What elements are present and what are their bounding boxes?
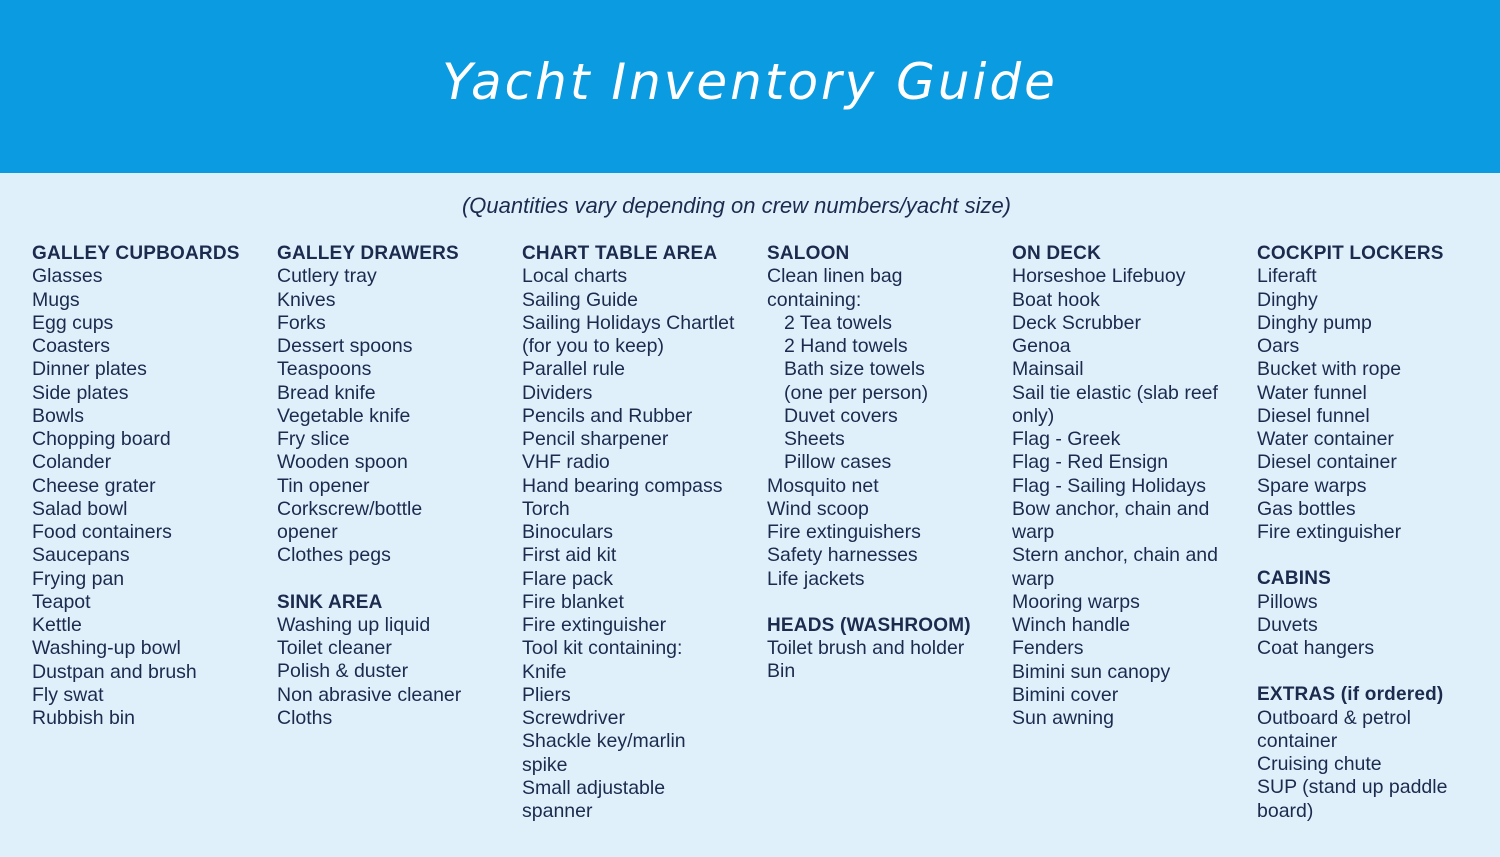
list-item: Dustpan and brush: [32, 660, 197, 683]
list-item: Teaspoons: [277, 358, 372, 381]
list-item: First aid kit: [522, 544, 617, 567]
list-item: Sailing Guide: [522, 288, 638, 311]
list-item: Sail tie elastic (slab reef: [1012, 381, 1218, 404]
list-item: Dinghy: [1257, 288, 1318, 311]
list-item: Fire blanket: [522, 590, 624, 613]
list-item: Duvet covers: [784, 404, 898, 427]
list-item: warp: [1012, 567, 1055, 590]
list-item: Cloths: [277, 706, 333, 729]
list-item: Screwdriver: [522, 707, 625, 729]
list-item: Knife: [522, 660, 567, 683]
section-heading: CHART TABLE AREA: [522, 243, 718, 264]
list-item: Wind scoop: [767, 497, 869, 520]
list-item: Gas bottles: [1257, 497, 1356, 520]
list-item: Hand bearing compass: [522, 474, 723, 497]
list-item: Dividers: [522, 381, 593, 404]
list-item: Bucket with rope: [1257, 358, 1402, 381]
list-item: (one per person): [784, 381, 929, 404]
list-item: Flag - Sailing Holidays: [1012, 474, 1207, 497]
list-item: Forks: [277, 311, 326, 334]
list-item: Wooden spoon: [277, 451, 408, 474]
list-item: Kettle: [32, 614, 82, 636]
list-item: Toilet brush and holder: [767, 637, 965, 659]
section-heading: COCKPIT LOCKERS: [1257, 243, 1444, 264]
list-item: Glasses: [32, 265, 103, 288]
list-item: Food containers: [32, 521, 172, 543]
column-3: [522, 242, 762, 846]
list-item: Pencils and Rubber: [522, 404, 693, 427]
list-item: board): [1257, 799, 1314, 822]
list-item: Outboard & petrol: [1257, 706, 1411, 729]
section-heading: ON DECK: [1012, 243, 1102, 264]
item-list: [277, 614, 517, 730]
inventory-section: [277, 242, 517, 568]
list-item: Sailing Holidays Chartlet: [522, 311, 735, 334]
list-item: Genoa: [1012, 335, 1071, 357]
list-item: Clothes pegs: [277, 544, 391, 567]
page-subtitle: (Quantities vary depending on crew numbers/yacht size): [461, 193, 1012, 218]
list-item: Spare warps: [1257, 474, 1367, 497]
section-heading: GALLEY CUPBOARDS: [32, 243, 240, 264]
list-item: Cutlery tray: [277, 265, 377, 288]
inventory-section: [522, 242, 762, 823]
list-item: Fire extinguisher: [522, 614, 667, 636]
list-item: Frying pan: [32, 567, 125, 590]
list-item: Flare pack: [522, 567, 614, 590]
list-item: Duvets: [1257, 613, 1318, 636]
list-item: Corkscrew/bottle: [277, 497, 423, 520]
list-item: Fire extinguisher: [1257, 521, 1402, 543]
list-item: Bin: [767, 660, 796, 683]
list-item: Oars: [1257, 335, 1300, 357]
list-item: Fenders: [1012, 637, 1084, 660]
list-item: opener: [277, 521, 338, 543]
list-item: Cruising chute: [1257, 753, 1382, 775]
inventory-section: [767, 242, 1007, 591]
list-item: Mainsail: [1012, 358, 1084, 381]
list-item: Teapot: [32, 590, 91, 613]
list-item: Polish & duster: [277, 660, 409, 683]
item-list: [1257, 707, 1497, 823]
list-item: Liferaft: [1257, 265, 1317, 288]
section-heading: SINK AREA: [277, 591, 383, 613]
list-item: Sun awning: [1012, 707, 1114, 729]
item-list: [767, 265, 1007, 591]
inventory-section: [32, 242, 272, 730]
list-item: Pillow cases: [784, 451, 892, 474]
inventory-section: [277, 591, 517, 731]
list-item: Flag - Red Ensign: [1012, 451, 1169, 474]
list-item: only): [1012, 404, 1055, 427]
list-item: Torch: [522, 497, 570, 520]
list-item: Tin opener: [277, 474, 370, 497]
list-item: Egg cups: [32, 311, 114, 334]
list-item: 2 Tea towels: [784, 311, 893, 334]
title-banner: [0, 0, 1500, 173]
item-list: [1257, 591, 1497, 661]
list-item: Non abrasive cleaner: [277, 683, 462, 706]
list-item: Diesel container: [1257, 451, 1397, 474]
list-item: Dinghy pump: [1257, 311, 1372, 334]
list-item: Vegetable knife: [277, 404, 411, 427]
list-item: Mosquito net: [767, 474, 879, 497]
item-list: [32, 265, 272, 730]
list-item: Mugs: [32, 288, 80, 311]
list-item: Life jackets: [767, 567, 865, 590]
list-item: Saucepans: [32, 544, 130, 567]
list-item: Bimini cover: [1012, 683, 1119, 706]
section-heading: EXTRAS (if ordered): [1257, 684, 1444, 706]
inventory-section: [767, 614, 1007, 684]
list-item: Stern anchor, chain and: [1012, 544, 1218, 567]
list-item: Tool kit containing:: [522, 637, 683, 660]
column-2: [277, 242, 517, 753]
list-item: Bread knife: [277, 381, 376, 404]
list-item: Bow anchor, chain and: [1012, 497, 1210, 520]
list-item: Pencil sharpener: [522, 428, 669, 450]
list-item: Salad bowl: [32, 497, 128, 520]
list-item: Diesel funnel: [1257, 404, 1370, 427]
list-item: Local charts: [522, 265, 628, 288]
item-list: [522, 265, 762, 823]
list-item: Bimini sun canopy: [1012, 660, 1171, 683]
inventory-section: [1257, 683, 1497, 823]
list-item: Chopping board: [32, 428, 171, 450]
list-item: Mooring warps: [1012, 590, 1140, 613]
list-item: Clean linen bag: [767, 265, 903, 288]
list-item: Bowls: [32, 404, 85, 427]
list-item: Water container: [1257, 428, 1394, 450]
inventory-section: [1257, 242, 1497, 544]
list-item: Dinner plates: [32, 358, 147, 381]
list-item: Washing-up bowl: [32, 637, 181, 660]
list-item: Rubbish bin: [32, 707, 135, 729]
list-item: Safety harnesses: [767, 544, 918, 567]
inventory-section: [1257, 567, 1497, 660]
item-list: [1012, 265, 1252, 730]
page-title: Yacht Inventory Guide: [442, 52, 1058, 111]
inventory-columns: [32, 242, 1492, 842]
list-item: Boat hook: [1012, 288, 1100, 311]
list-item: Side plates: [32, 381, 129, 404]
list-item: Water funnel: [1257, 381, 1367, 404]
list-item: (for you to keep): [522, 335, 664, 357]
list-item: Shackle key/marlin: [522, 730, 686, 753]
list-item: spike: [522, 753, 568, 776]
section-heading: HEADS (WASHROOM): [767, 614, 971, 636]
list-item: Bath size towels: [784, 358, 925, 381]
list-item: Coat hangers: [1257, 637, 1375, 659]
list-item: warp: [1012, 521, 1055, 543]
list-item: Toilet cleaner: [277, 637, 392, 659]
list-item: Sheets: [784, 428, 845, 450]
item-list: [277, 265, 517, 567]
list-item: 2 Hand towels: [784, 335, 908, 357]
list-item: spanner: [522, 800, 593, 822]
list-item: Cheese grater: [32, 474, 156, 497]
list-item: Deck Scrubber: [1012, 311, 1141, 334]
list-item: Small adjustable: [522, 776, 666, 799]
list-item: container: [1257, 729, 1338, 752]
section-heading: CABINS: [1257, 568, 1332, 590]
section-heading: SALOON: [767, 243, 850, 264]
list-item: Parallel rule: [522, 358, 625, 381]
list-item: SUP (stand up paddle: [1257, 776, 1448, 799]
list-item: Fry slice: [277, 428, 350, 450]
list-item: Binoculars: [522, 521, 614, 543]
list-item: VHF radio: [522, 451, 610, 474]
item-list: [767, 637, 1007, 684]
list-item: Winch handle: [1012, 614, 1131, 636]
list-item: Fire extinguishers: [767, 521, 921, 543]
list-item: Horseshoe Lifebuoy: [1012, 265, 1186, 288]
column-6: [1257, 242, 1497, 846]
column-4: [767, 242, 1007, 707]
list-item: Colander: [32, 451, 112, 474]
list-item: Fly swat: [32, 683, 104, 706]
list-item: Dessert spoons: [277, 335, 413, 357]
section-heading: GALLEY DRAWERS: [277, 243, 459, 264]
column-5: [1012, 242, 1252, 753]
list-item: Pliers: [522, 683, 571, 706]
inventory-section: [1012, 242, 1252, 730]
list-item: Flag - Greek: [1012, 428, 1121, 450]
list-item: Pillows: [1257, 590, 1318, 613]
item-list: [1257, 265, 1497, 544]
list-item: Washing up liquid: [277, 613, 431, 636]
list-item: Knives: [277, 288, 336, 311]
list-item: Coasters: [32, 335, 111, 357]
list-item: containing:: [767, 288, 862, 311]
column-1: [32, 242, 272, 753]
